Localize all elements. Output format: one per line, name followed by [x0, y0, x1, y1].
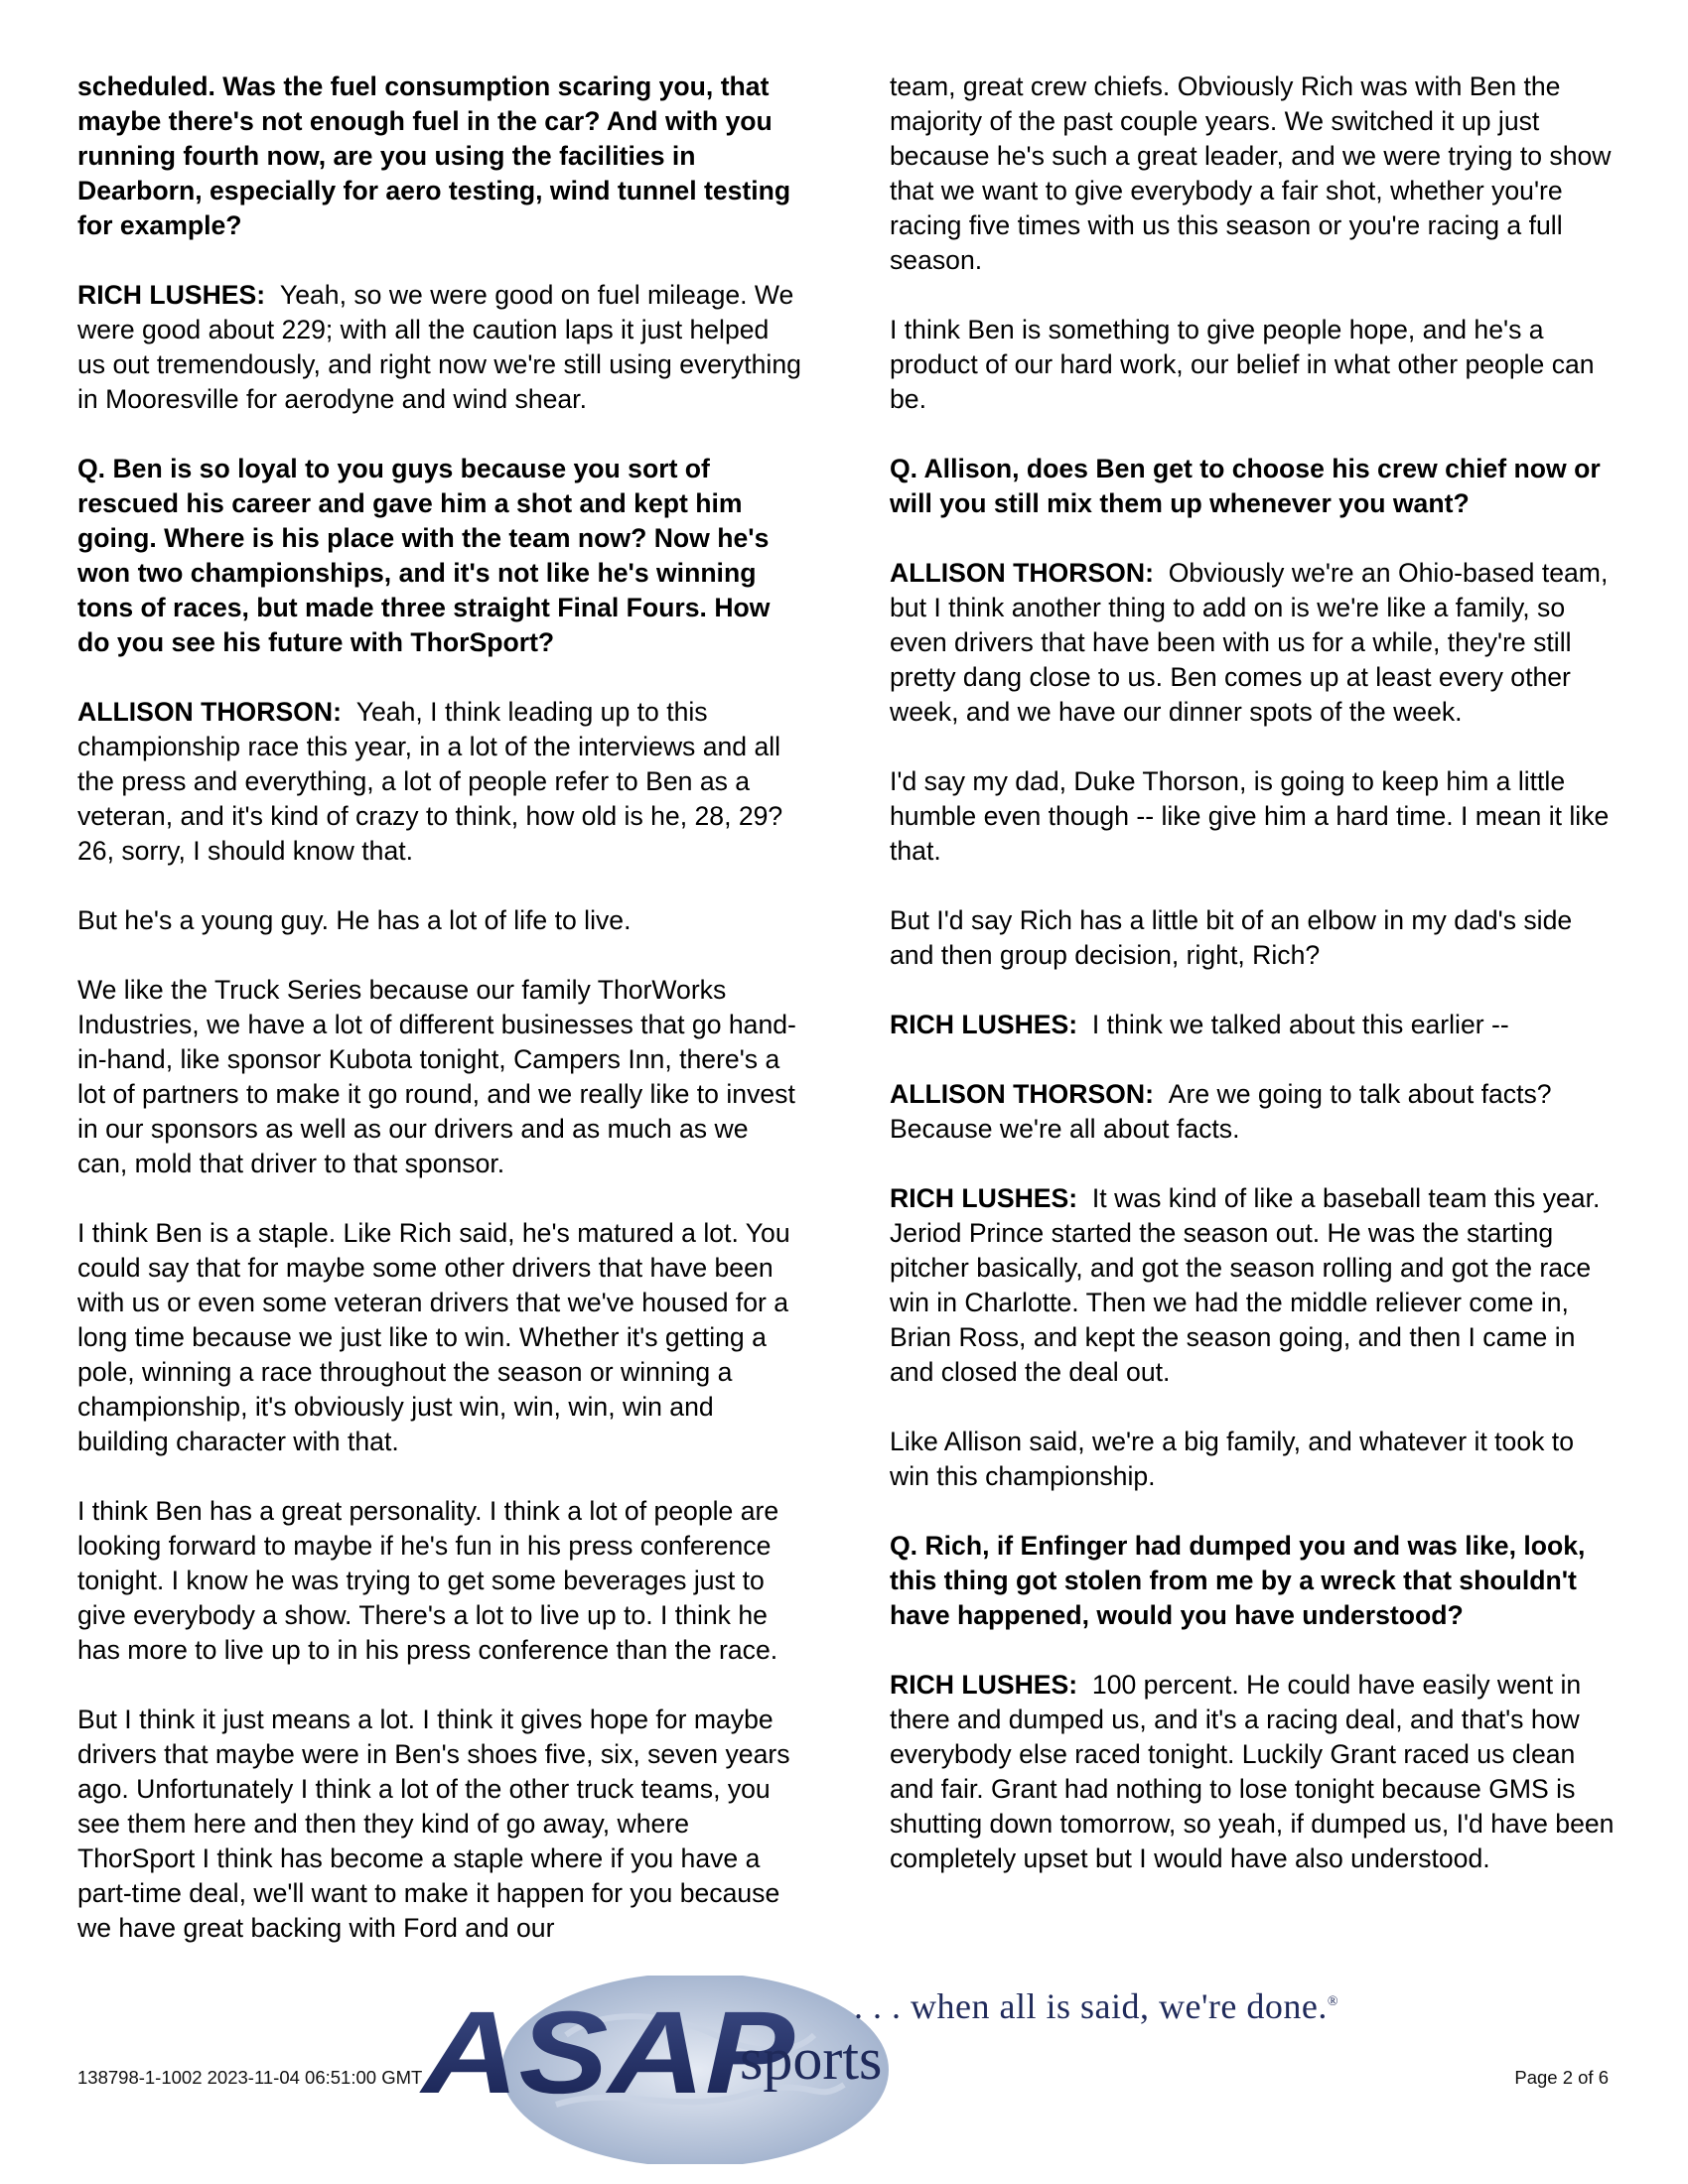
question: scheduled. Was the fuel consumption scaring you, that maybe there's not enough fuel in the car? And with you running fourth now, are you using the facilities in Dearborn, especially for aero testing, wind tunnel testing for example? [77, 71, 791, 240]
document-id-timestamp: 138798-1-1002 2023-11-04 06:51:00 GMT [77, 2067, 423, 2088]
answer [77, 278, 802, 417]
answer-text: Obviously we're an Ohio-based team, but I think another thing to add on is we're like a family, so even drivers that have been with us for a while, they're still pretty dang close to us. Ben comes up at least every other week, and we have our dinner spots of the week. [890, 558, 1609, 727]
registered-mark: ® [1327, 1994, 1339, 2009]
question: Q. Rich, if Enfinger had dumped you and was like, look, this thing got stolen from me by a wreck that shouldn't have happened, would you have understood? [890, 1531, 1586, 1630]
right-column [890, 69, 1615, 1911]
answer [77, 695, 802, 869]
answer [890, 1668, 1615, 1876]
paragraph: I think Ben is something to give people hope, and he's a product of our hard work, our belief in what other people can be. [890, 315, 1595, 414]
answer-text: 100 percent. He could have easily went in there and dumped us, and it's a racing deal, and that's how everybody else raced tonight. Luckily Grant raced us clean and fair. Grant had nothing to lose tonight because GMS is shutting down tomorrow, so yeah, if dumped us, I'd have been completely upset but I would have also understood. [890, 1670, 1615, 1873]
speaker-name: ALLISON THORSON: [890, 1079, 1154, 1109]
paragraph: But I'd say Rich has a little bit of an elbow in my dad's side and then group decision, right, Rich? [890, 905, 1573, 970]
answer-text: It was kind of like a baseball team this year. Jeriod Prince started the season out. He was the starting pitcher basically, and got the season rolling and got the race win in Charlotte. Then we had the middle reliever come in, Brian Ross, and kept the season going, and then I came in and closed the deal out. [890, 1183, 1601, 1387]
page-number: Page 2 of 6 [1514, 2067, 1609, 2088]
paragraph: I think Ben has a great personality. I think a lot of people are looking forward to maybe if he's fun in his press conference tonight. I know he was trying to get some beverages just to give everybody a show. There's a lot to live up to. I think he has more to live up to in his press conference than the race. [77, 1496, 779, 1665]
tagline-text: . . . when all is said, we're done. [854, 1986, 1328, 2026]
answer [890, 556, 1615, 730]
answer-text: Are we going to talk about facts? Because we're all about facts. [890, 1079, 1552, 1144]
speaker-name: RICH LUSHES: [890, 1183, 1078, 1213]
answer-text: Yeah, so we were good on fuel mileage. We were good about 229; with all the caution laps it just helped us out tremendously, and right now we're still using everything in Mooresville for aerodyne and wind shear. [77, 280, 801, 414]
paragraph: We like the Truck Series because our family ThorWorks Industries, we have a lot of different businesses that go hand-in-hand, like sponsor Kubota tonight, Campers Inn, there's a lot of partners to make it go round, and we really like to invest in our sponsors as well as our drivers and as much as we can, mold that driver to that sponsor. [77, 975, 796, 1178]
paragraph: I think Ben is a staple. Like Rich said, he's matured a lot. You could say that for maybe some other drivers that have been with us or even some veteran drivers that we've housed for a long time because we just like to win. Whether it's getting a pole, winning a race throughout the season or winning a championship, it's obviously just win, win, win, win and building character with that. [77, 1218, 790, 1456]
speaker-name: RICH LUSHES: [890, 1670, 1078, 1700]
answer [890, 1181, 1615, 1390]
paragraph: But I think it just means a lot. I think it gives hope for maybe drivers that maybe were in Ben's shoes five, six, seven years ago. Unfortunately I think a lot of the other truck teams, you see them here and then they kind of go away, where ThorSport I think has become a staple where if you have a part-time deal, we'll want to make it happen for you because we have great backing with Ford and our [77, 1705, 790, 1943]
answer-text: I think we talked about this earlier -- [1091, 1010, 1509, 1039]
answer [890, 1008, 1615, 1042]
paragraph: But he's a young guy. He has a lot of life to live. [77, 905, 632, 935]
logo-tagline [854, 1985, 1338, 2027]
paragraph: team, great crew chiefs. Obviously Rich was with Ben the majority of the past couple years. We switched it up just because he's such a great leader, and we were trying to show that we want to give everybody a fair shot, whether you're racing five times with us this season or you're racing a full season. [890, 71, 1612, 275]
answer-text: Yeah, I think leading up to this championship race this year, in a lot of the interviews and all the press and everything, a lot of people refer to Ben as a veteran, and it's kind of crazy to think, how old is he, 28, 29? 26, sorry, I should know that. [77, 697, 783, 866]
paragraph: Like Allison said, we're a big family, and whatever it took to win this championship. [890, 1427, 1574, 1491]
speaker-name: RICH LUSHES: [890, 1010, 1078, 1039]
speaker-name: ALLISON THORSON: [890, 558, 1154, 588]
paragraph: I'd say my dad, Duke Thorson, is going to keep him a little humble even though -- like give him a hard time. I mean it like that. [890, 766, 1610, 866]
logo-sports-text: sports [740, 2026, 883, 2092]
logo-asap-text: ASAP [418, 1987, 795, 2118]
question: Q. Ben is so loyal to you guys because you sort of rescued his career and gave him a shot and kept him going. Where is his place with the team now? Now he's won two championships, and it's not like he's winning tons of races, but made three straight Final Fours. How do you see his future with ThorSport? [77, 454, 771, 657]
answer [890, 1077, 1615, 1147]
left-column [77, 69, 802, 1980]
speaker-name: ALLISON THORSON: [77, 697, 342, 727]
speaker-name: RICH LUSHES: [77, 280, 266, 310]
question: Q. Allison, does Ben get to choose his crew chief now or will you still mix them up whenever you want? [890, 454, 1601, 518]
